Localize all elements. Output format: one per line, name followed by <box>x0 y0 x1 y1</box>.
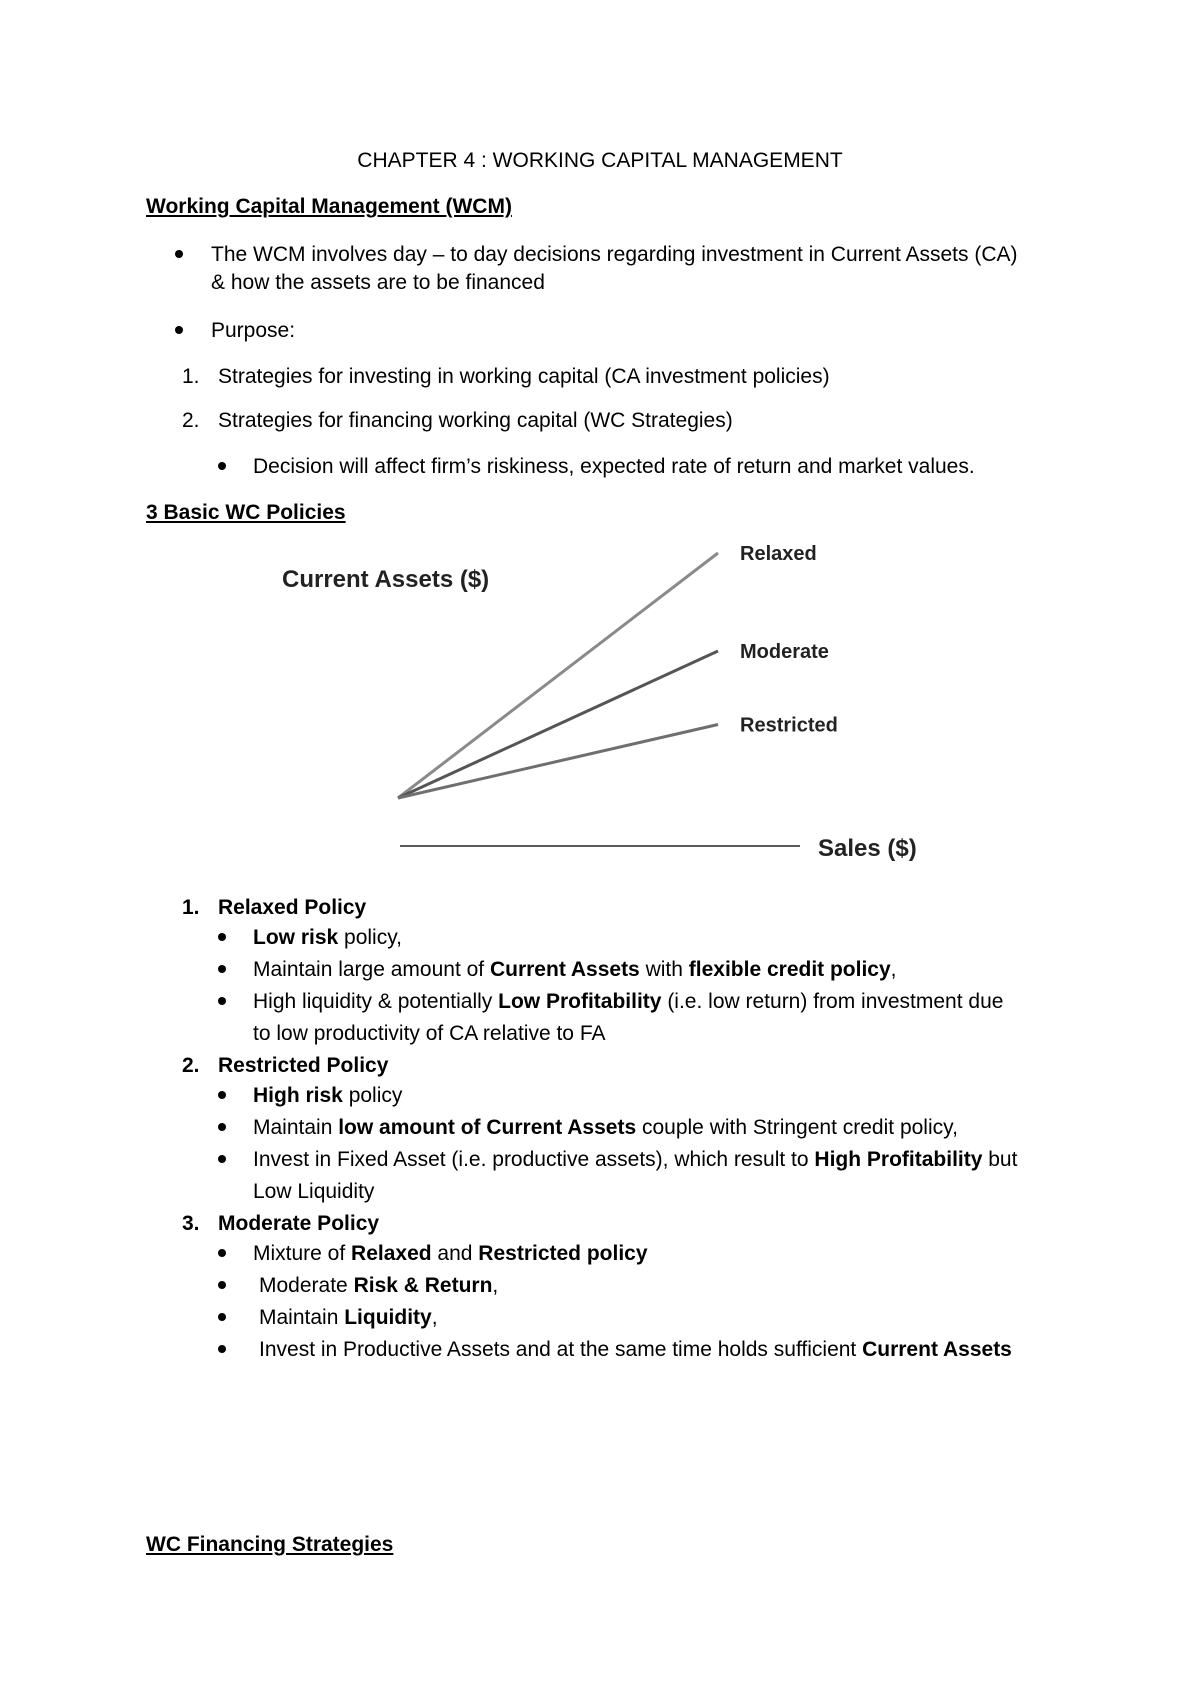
wcm-bullet-line-1: The WCM involves day – to day decisions regarding investment in Current Assets (CA) <box>211 243 1018 266</box>
section-heading-policies: 3 Basic WC Policies <box>146 501 346 524</box>
list-number: 2. <box>182 1054 200 1077</box>
restricted-point-1: High risk policy <box>253 1084 403 1107</box>
page-title: CHAPTER 4 : WORKING CAPITAL MANAGEMENT <box>357 149 843 172</box>
series-line-moderate <box>398 651 718 798</box>
bullet <box>218 1249 226 1257</box>
series-label-relaxed: Relaxed <box>740 543 817 565</box>
bullet <box>218 933 226 941</box>
bullet <box>175 326 183 334</box>
bullet <box>218 965 226 973</box>
purpose-item-2: Strategies for financing working capital (WC Strategies) <box>218 409 733 432</box>
bullet <box>218 1123 226 1131</box>
series-label-moderate: Moderate <box>740 641 829 663</box>
purpose-item-1: Strategies for investing in working capital (CA investment policies) <box>218 365 830 388</box>
list-number: 2. <box>182 409 200 432</box>
policy-title-moderate: Moderate Policy <box>218 1212 380 1235</box>
bullet <box>218 1281 226 1289</box>
section-heading-wcm: Working Capital Management (WCM) <box>146 195 512 218</box>
section-heading-financing: WC Financing Strategies <box>146 1533 394 1556</box>
bullet <box>218 462 226 470</box>
relaxed-point-2: Maintain large amount of Current Assets with flexible credit policy, <box>253 958 897 981</box>
list-number: 1. <box>182 365 200 388</box>
decision-note: Decision will affect firm’s riskiness, expected rate of return and market values. <box>253 455 975 478</box>
chart-x-label: Sales ($) <box>818 835 917 862</box>
purpose-label: Purpose: <box>211 319 296 342</box>
restricted-point-2: Maintain low amount of Current Assets couple with Stringent credit policy, <box>253 1116 958 1139</box>
moderate-point-2: Moderate Risk & Return, <box>259 1274 499 1297</box>
series-label-restricted: Restricted <box>740 714 838 737</box>
bullet <box>218 1155 226 1163</box>
wcm-bullet-line-2: & how the assets are to be financed <box>211 271 545 294</box>
restricted-point-3: Invest in Fixed Asset (i.e. productive assets), which result to High Profitability but <box>253 1148 1018 1171</box>
list-number: 3. <box>182 1212 200 1235</box>
relaxed-point-3: High liquidity & potentially Low Profitability (i.e. low return) from investment due <box>253 990 1004 1013</box>
relaxed-point-3-cont: to low productivity of CA relative to FA <box>253 1022 606 1045</box>
moderate-point-4: Invest in Productive Assets and at the same time holds sufficient Current Assets <box>259 1338 1012 1361</box>
bullet <box>175 250 183 258</box>
relaxed-point-1: Low risk policy, <box>253 926 403 949</box>
chart-y-label: Current Assets ($) <box>282 566 490 593</box>
bullet <box>218 1345 226 1353</box>
bullet <box>218 1091 226 1099</box>
moderate-point-3: Maintain Liquidity, <box>259 1306 438 1329</box>
policy-title-relaxed: Relaxed Policy <box>218 896 367 919</box>
policy-title-restricted: Restricted Policy <box>218 1054 389 1077</box>
restricted-point-3-cont: Low Liquidity <box>253 1180 375 1203</box>
wc-policy-chart <box>270 543 950 875</box>
moderate-point-1: Mixture of Relaxed and Restricted policy <box>253 1242 648 1265</box>
bullet <box>218 1313 226 1321</box>
bullet <box>218 997 226 1005</box>
list-number: 1. <box>182 896 200 919</box>
